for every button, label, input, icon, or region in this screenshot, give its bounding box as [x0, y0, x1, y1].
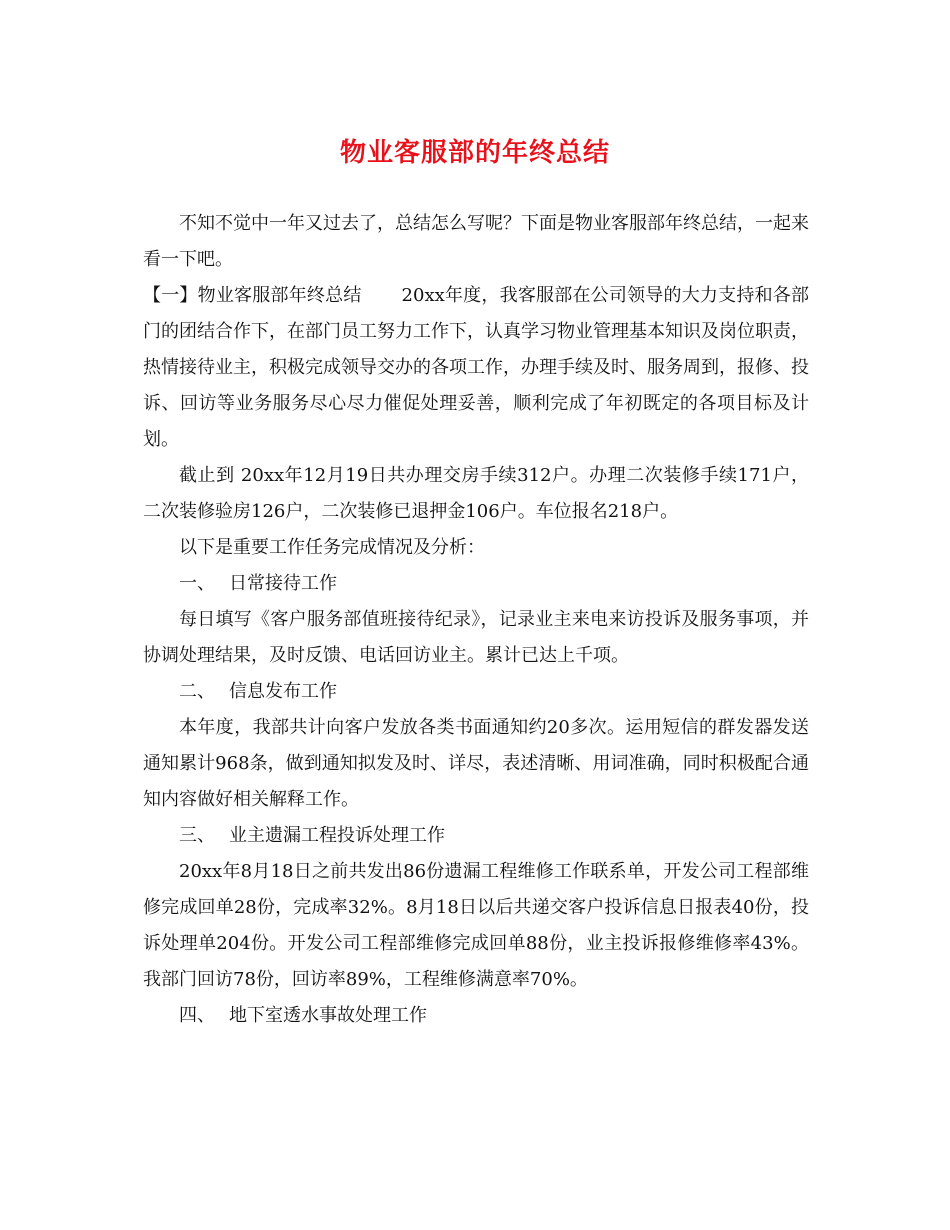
section-number: 三、 — [179, 825, 215, 846]
section-number: 四、 — [179, 1005, 215, 1026]
document-body — [143, 206, 809, 1034]
part1-paragraph — [143, 278, 809, 458]
section-heading-4 — [143, 998, 809, 1034]
section-body-3: 20xx年8月18日之前共发出86份遗漏工程维修工作联系单，开发公司工程部维修完成回单28份，完成率32%。8月18日以后共递交客户投诉信息日报表40份，投诉处理单204份。开发公司工程部维修完成回单88份，业主投诉报修维修率43%。我部门回访78份，回访率89%，工程维修满意率70%。 — [143, 861, 809, 990]
part1-text: 20xx年度，我客服部在公司领导的大力支持和各部门的团结合作下，在部门员工努力工作下，认真学习物业管理基本知识及岗位职责，热情接待业主，积极完成领导交办的各项工作，办理手续及时、服务周到，报修、投诉、回访等业务服务尽心尽力催促处理妥善，顺利完成了年初既定的各项目标及计划。 — [143, 285, 809, 450]
stats-paragraph: 截止到 20xx年12月19日共办理交房手续312户。办理二次装修手续171户，二次装修验房126户，二次装修已退押金106户。车位报名218户。 — [143, 465, 809, 522]
intro-paragraph: 不知不觉中一年又过去了，总结怎么写呢？下面是物业客服部年终总结，一起来看一下吧。 — [143, 213, 809, 270]
section-heading-text: 业主遗漏工程投诉处理工作 — [229, 825, 445, 846]
section-body-1: 每日填写《客户服务部值班接待纪录》，记录业主来电来访投诉及服务事项，并协调处理结果，及时反馈、电话回访业主。累计已达上千项。 — [143, 609, 809, 666]
section-heading-1 — [143, 566, 809, 602]
section-heading-text: 信息发布工作 — [229, 681, 337, 702]
section-number: 二、 — [179, 681, 215, 702]
section-number: 一、 — [179, 573, 215, 594]
part1-label: 【一】物业客服部年终总结 — [143, 285, 362, 306]
section-heading-text: 地下室透水事故处理工作 — [229, 1005, 427, 1026]
document-title: 物业客服部的年终总结 — [339, 138, 610, 168]
section-body-2: 本年度，我部共计向客户发放各类书面通知约20多次。运用短信的群发器发送通知累计968条，做到通知拟发及时、详尽，表述清晰、用词准确，同时积极配合通知内容做好相关解释工作。 — [143, 717, 809, 810]
section-heading-3 — [143, 818, 809, 854]
section-heading-2 — [143, 674, 809, 710]
analysis-intro: 以下是重要工作任务完成情况及分析： — [179, 537, 485, 558]
section-heading-text: 日常接待工作 — [229, 573, 337, 594]
